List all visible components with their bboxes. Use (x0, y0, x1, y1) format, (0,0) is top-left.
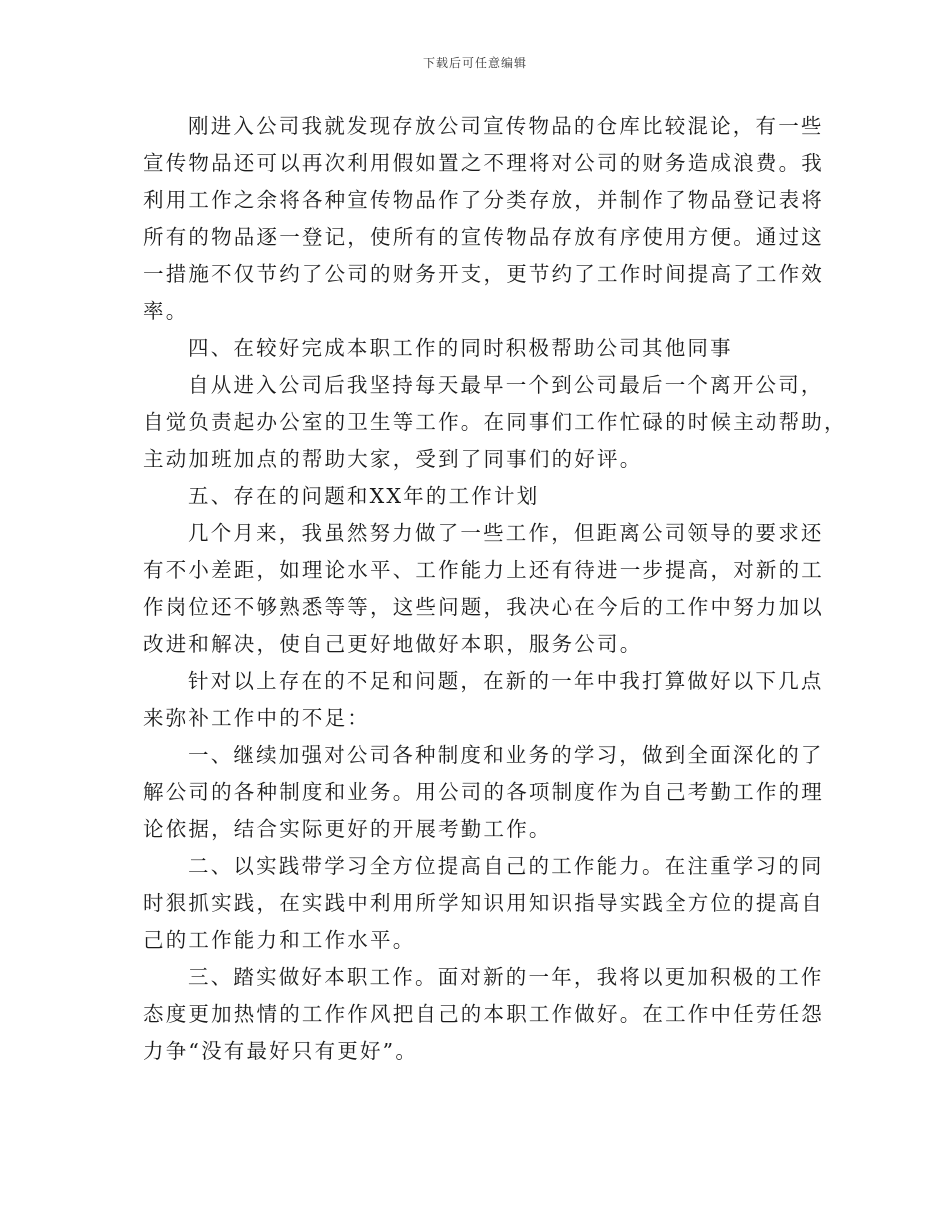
text-line: 五、存在的问题和XX年的工作计划 (188, 484, 540, 508)
text-line: 时狠抓实践，在实践中利用所学知识用知识指导实践全方位的提高自 (143, 891, 824, 915)
text-line: 四、在较好完成本职工作的同时积极帮助公司其他同事 (188, 336, 733, 360)
text-line: 率。 (143, 299, 189, 323)
text-line: 二、以实践带学习全方位提高自己的工作能力。在注重学习的同 (188, 854, 824, 878)
text-line: 自从进入公司后我坚持每天最早一个到公司最后一个离开公司， (188, 373, 824, 397)
text-line: 所有的物品逐一登记，使所有的宣传物品存放有序使用方便。通过这 (143, 225, 824, 249)
text-line: 宣传物品还可以再次利用假如置之不理将对公司的财务造成浪费。我 (143, 151, 824, 175)
text-line: 利用工作之余将各种宣传物品作了分类存放，并制作了物品登记表将 (143, 188, 824, 212)
text-line: 力争“没有最好只有更好”。 (143, 1039, 419, 1063)
text-line: 论依据，结合实际更好的开展考勤工作。 (143, 817, 552, 841)
text-line: 己的工作能力和工作水平。 (143, 928, 416, 952)
text-line: 针对以上存在的不足和问题，在新的一年中我打算做好以下几点 (188, 669, 824, 693)
text-line: 作岗位还不够熟悉等等，这些问题，我决心在今后的工作中努力加以 (143, 595, 824, 619)
text-line: 有不小差距，如理论水平、工作能力上还有待进一步提高，对新的工 (143, 558, 824, 582)
text-line: 一措施不仅节约了公司的财务开支，更节约了工作时间提高了工作效 (143, 262, 824, 286)
text-line: 刚进入公司我就发现存放公司宣传物品的仓库比较混论，有一些 (188, 114, 824, 138)
text-line: 几个月来，我虽然努力做了一些工作，但距离公司领导的要求还 (188, 521, 824, 545)
text-line: 三、踏实做好本职工作。面对新的一年，我将以更加积极的工作 (188, 965, 824, 989)
text-line: 自觉负责起办公室的卫生等工作。在同事们工作忙碌的时候主动帮助， (143, 410, 847, 434)
text-line: 解公司的各种制度和业务。用公司的各项制度作为自己考勤工作的理 (143, 780, 824, 804)
text-line: 改进和解决，使自己更好地做好本职，服务公司。 (143, 632, 643, 656)
text-line: 来弥补工作中的不足： (143, 706, 370, 730)
text-line: 一、继续加强对公司各种制度和业务的学习，做到全面深化的了 (188, 743, 824, 767)
page-header: 下载后可任意编辑 (422, 56, 527, 70)
text-line: 主动加班加点的帮助大家，受到了同事们的好评。 (143, 447, 643, 471)
document-body (143, 108, 847, 1070)
text-line: 态度更加热情的工作作风把自己的本职工作做好。在工作中任劳任怨 (143, 1002, 824, 1026)
